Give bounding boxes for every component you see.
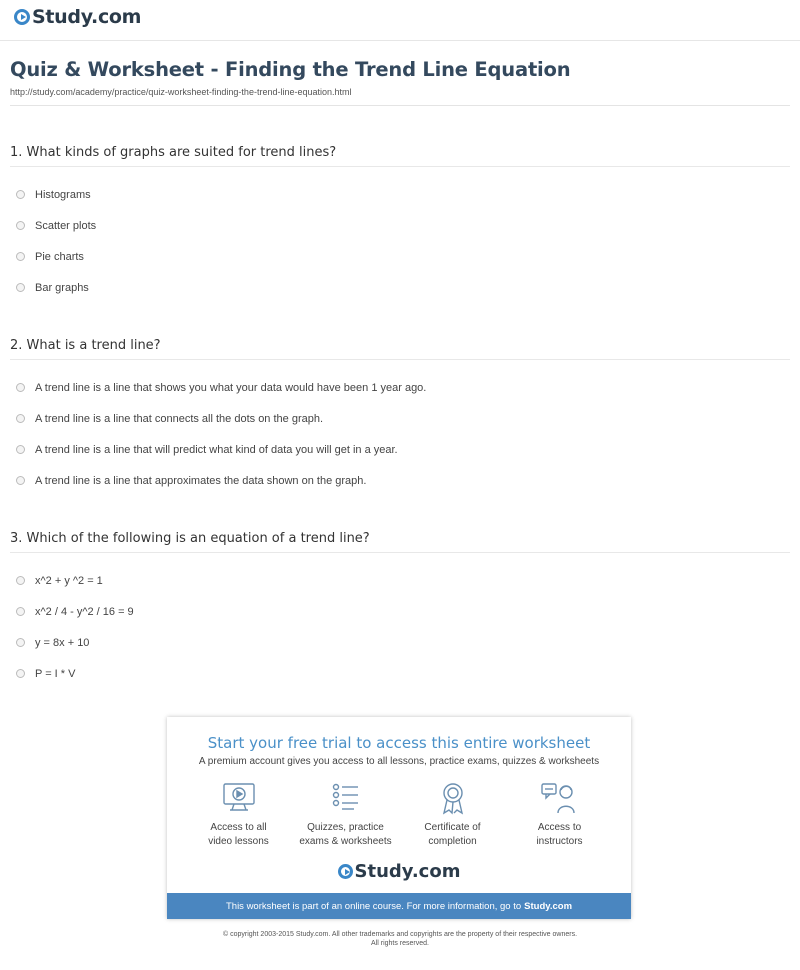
answer-option[interactable] xyxy=(10,627,790,658)
option-label: y = 8x + 10 xyxy=(35,636,90,649)
promo-bar-link[interactable]: Study.com xyxy=(524,900,573,912)
study-logo[interactable] xyxy=(14,6,141,28)
answer-option[interactable] xyxy=(10,210,790,241)
radio-icon[interactable] xyxy=(16,283,25,292)
answer-option[interactable] xyxy=(10,372,790,403)
question-text: 3. Which of the following is an equation of a trend line? xyxy=(10,531,790,553)
copyright-line: © copyright 2003-2015 Study.com. All other trademarks and copyrights are the property of their respective owners. xyxy=(222,931,578,938)
video-lesson-icon xyxy=(221,781,257,815)
quiz-list-icon xyxy=(328,781,364,815)
option-label: x^2 + y ^2 = 1 xyxy=(35,574,103,587)
logo-text: Study.com xyxy=(32,6,142,28)
option-label: Bar graphs xyxy=(35,281,89,294)
feature-quizzes xyxy=(296,781,396,849)
header-divider xyxy=(0,40,800,41)
radio-icon[interactable] xyxy=(16,476,25,485)
page-title: Quiz & Worksheet - Finding the Trend Line Equation xyxy=(10,58,571,81)
radio-icon[interactable] xyxy=(16,445,25,454)
feature-label: Access to all video lessons xyxy=(208,822,269,847)
title-divider xyxy=(10,105,790,106)
answer-option[interactable] xyxy=(10,241,790,272)
study-play-icon xyxy=(338,864,353,879)
option-label: Scatter plots xyxy=(35,219,97,232)
promo-logo-text: Study.com xyxy=(354,861,461,882)
copyright-footer xyxy=(0,930,800,948)
free-trial-promo xyxy=(167,717,631,919)
answer-option[interactable] xyxy=(10,596,790,627)
answer-option[interactable] xyxy=(10,658,790,689)
option-label: Pie charts xyxy=(35,250,84,263)
radio-icon[interactable] xyxy=(16,638,25,647)
option-label: A trend line is a line that shows you what your data would have been 1 year ago. xyxy=(35,381,427,394)
question-3 xyxy=(10,531,790,689)
radio-icon[interactable] xyxy=(16,252,25,261)
option-label: P = I * V xyxy=(35,667,76,680)
feature-video-lessons xyxy=(189,781,289,849)
radio-icon[interactable] xyxy=(16,221,25,230)
radio-icon[interactable] xyxy=(16,414,25,423)
answer-options xyxy=(10,179,790,303)
option-label: A trend line is a line that will predict what kind of data you will get in a year. xyxy=(35,443,398,456)
radio-icon[interactable] xyxy=(16,669,25,678)
feature-label: Quizzes, practice exams & worksheets xyxy=(299,822,392,847)
question-text: 2. What is a trend line? xyxy=(10,338,790,360)
option-label: A trend line is a line that connects all the dots on the graph. xyxy=(35,412,324,425)
option-label: Histograms xyxy=(35,188,91,201)
answer-option[interactable] xyxy=(10,565,790,596)
feature-certificate xyxy=(403,781,503,849)
radio-icon[interactable] xyxy=(16,383,25,392)
radio-icon[interactable] xyxy=(16,190,25,199)
answer-option[interactable] xyxy=(10,465,790,496)
radio-icon[interactable] xyxy=(16,576,25,585)
option-label: A trend line is a line that approximates the data shown on the graph. xyxy=(35,474,367,487)
page-url: http://study.com/academy/practice/quiz-worksheet-finding-the-trend-line-equation.html xyxy=(10,87,352,97)
promo-features xyxy=(185,781,613,849)
rights-line: All rights reserved. xyxy=(371,940,429,947)
answer-options xyxy=(10,372,790,496)
answer-option[interactable] xyxy=(10,434,790,465)
instructor-icon xyxy=(540,781,580,815)
promo-bar-text: This worksheet is part of an online course. For more information, go to xyxy=(225,900,522,912)
study-play-icon xyxy=(14,9,30,25)
promo-info-bar xyxy=(167,893,631,919)
question-2 xyxy=(10,338,790,496)
question-1 xyxy=(10,145,790,303)
promo-title[interactable]: Start your free trial to access this entire worksheet xyxy=(207,734,591,752)
certificate-icon xyxy=(435,781,471,815)
answer-option[interactable] xyxy=(10,272,790,303)
promo-subtitle: A premium account gives you access to all lessons, practice exams, quizzes & worksheets xyxy=(198,756,600,767)
answer-option[interactable] xyxy=(10,179,790,210)
promo-study-logo[interactable] xyxy=(167,861,631,882)
answer-options xyxy=(10,565,790,689)
feature-label: Access to instructors xyxy=(536,822,583,847)
question-text: 1. What kinds of graphs are suited for trend lines? xyxy=(10,145,790,167)
feature-label: Certificate of completion xyxy=(424,822,481,847)
option-label: x^2 / 4 - y^2 / 16 = 9 xyxy=(35,605,134,618)
feature-instructors xyxy=(510,781,610,849)
radio-icon[interactable] xyxy=(16,607,25,616)
answer-option[interactable] xyxy=(10,403,790,434)
